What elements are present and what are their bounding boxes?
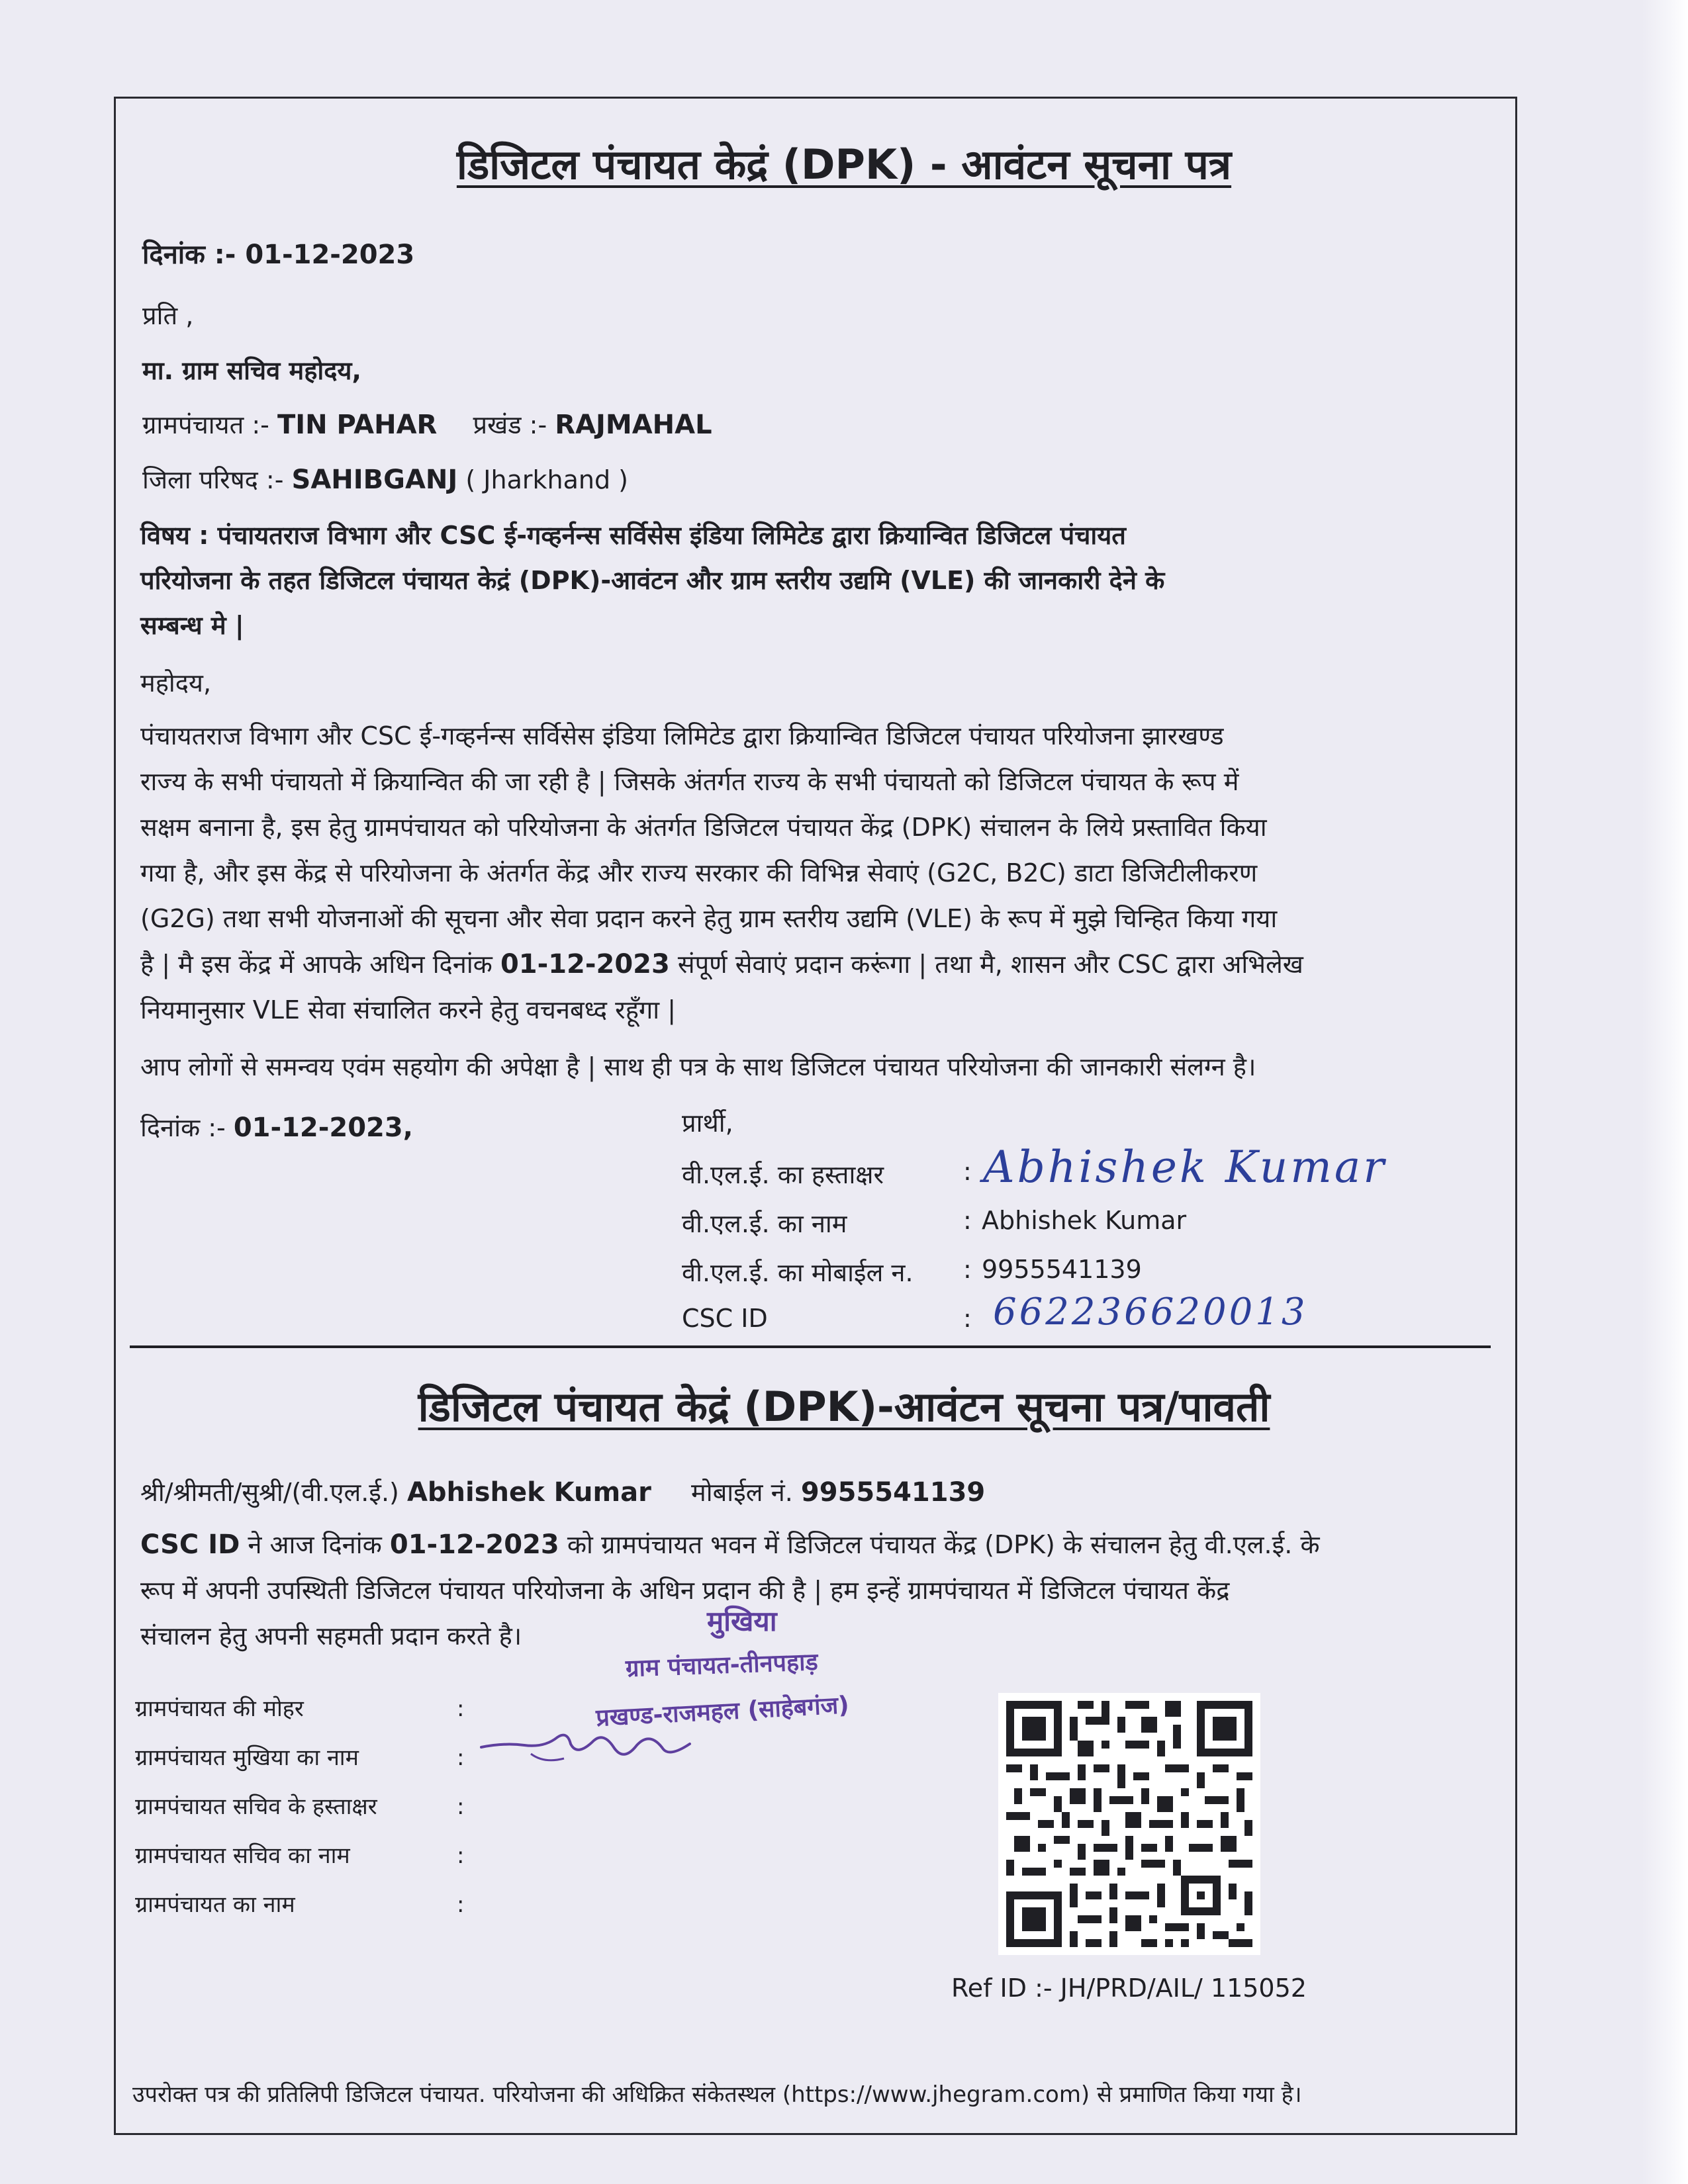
- subject-line: परियोजना के तहत डिजिटल पंचायत केद्रं (DPK)-आवंटन और ग्राम स्तरीय उद्यमि (VLE) की जानकारी देने के: [140, 566, 1165, 595]
- subject-line: विषय : पंचायतराज विभाग और CSC ई-गव्हर्नन्स सर्विसेस इंडिया लिमिटेड द्वारा क्रियान्वित डिजिटल पंचायत: [140, 521, 1126, 550]
- vle-mobile-label: वी.एल.ई. का मोबाईल न.: [682, 1258, 914, 1287]
- state-value: ( Jharkhand ): [465, 465, 628, 494]
- csc-id-text: CSC ID: [140, 1529, 240, 1560]
- stamp-block: प्रखण्ड-राजमहल (साहेबगंज): [595, 1692, 850, 1732]
- gp-block-line: [142, 407, 712, 441]
- colon: :: [457, 1891, 465, 1918]
- vle-mobile-value: 9955541139: [982, 1255, 1142, 1284]
- colon: :: [457, 1696, 465, 1722]
- receipt-title: डिजिटल पंचायत केद्रं (DPK)-आवंटन सूचना पत्र/पावती: [418, 1383, 1270, 1431]
- ref-id: Ref ID :- JH/PRD/AIL/ 115052: [951, 1974, 1307, 2003]
- mobile-value: 9955541139: [800, 1477, 986, 1508]
- date2-label: दिनांक :-: [140, 1113, 226, 1142]
- receipt-line: रूप में अपनी उपस्थिती डिजिटल पंचायत परियोजना के अधिन प्रदान की है | हम इन्हें ग्रामपंचायत में डिजिटल पंचायत केंद्र: [140, 1576, 1230, 1605]
- stamp-designation: मुखिया: [707, 1605, 777, 1637]
- gp-name-label: ग्रामपंचायत का नाम: [135, 1891, 295, 1918]
- mukhiya-signature-scribble: [478, 1717, 696, 1777]
- salutation: महोदय,: [140, 668, 212, 698]
- colon: :: [963, 1157, 972, 1186]
- vle-name: Abhishek Kumar: [406, 1477, 651, 1508]
- vle-name-value: Abhishek Kumar: [982, 1206, 1187, 1235]
- colon: :: [963, 1206, 972, 1235]
- letter-date: [142, 235, 414, 271]
- district-label: जिला परिषद :-: [142, 465, 284, 494]
- colon: :: [963, 1255, 972, 1284]
- colon: :: [457, 1794, 465, 1820]
- gp-secretary-name-label: ग्रामपंचायत सचिव का नाम: [135, 1843, 350, 1869]
- prarthi: प्रार्थी,: [682, 1109, 733, 1138]
- receipt-date: 01-12-2023: [389, 1529, 559, 1560]
- receipt-line: [140, 1522, 1477, 1568]
- body-line: गया है, और इस केंद्र से परियोजना के अंतर्गत केंद्र और राज्य सरकार की विभिन्न सेवाएं (G2C, B2C) डाटा डिजिटीलीकरण: [140, 858, 1258, 887]
- scan-edge: [1642, 0, 1688, 2184]
- csc-id-handwritten: 662236620013: [993, 1291, 1308, 1334]
- footer-note: उपरोक्त पत्र की प्रतिलिपी डिजिटल पंचायत. परियोजना की अधिक्रित संकेतस्थल (https://www.jhegram.com) से प्रमाणित किया गया है।: [132, 2081, 1302, 2108]
- section-divider: [130, 1345, 1491, 1348]
- district-value: SAHIBGANJ: [291, 465, 458, 495]
- gp-label: ग्रामपंचायत :-: [142, 410, 269, 439]
- colon: :: [457, 1843, 465, 1869]
- receipt-name-line: [140, 1475, 985, 1509]
- receipt-line: संचालन हेतु अपनी सहमती प्रदान करते है।: [140, 1621, 522, 1651]
- body-date: 01-12-2023: [500, 949, 670, 979]
- body-line: सक्षम बनाना है, इस हेतु ग्रामपंचायत को परियोजना के अंतर्गत डिजिटल पंचायत केंद्र (DPK) संचालन के लिये प्रस्तावित किया: [140, 813, 1267, 842]
- closing-line: आप लोगों से समन्वय एवंम सहयोग की अपेक्षा है | साथ ही पत्र के साथ डिजिटल पंचायत परियोजना की जानकारी संलग्न है।: [140, 1052, 1256, 1081]
- receipt-text: को ग्रामपंचायत भवन में डिजिटल पंचायत केंद्र (DPK) के संचालन हेतु वी.एल.ई. के: [567, 1530, 1320, 1559]
- date2-value: 01-12-2023,: [233, 1113, 413, 1143]
- receipt-paragraph: [140, 1522, 1477, 1659]
- body-text: संपूर्ण सेवाएं प्रदान करूंगा | तथा मै, शासन और CSC द्वारा अभिलेख: [677, 950, 1303, 979]
- vle-name-label: वी.एल.ई. का नाम: [682, 1209, 847, 1238]
- body-line: पंचायतराज विभाग और CSC ई-गव्हर्नन्स सर्विसेस इंडिया लिमिटेड द्वारा क्रियान्वित डिजिटल पंचायत परियोजना झारखण्ड: [140, 721, 1224, 751]
- prati-text: प्रति ,: [142, 301, 194, 330]
- district-line: [142, 462, 628, 496]
- gp-field-colons: [457, 1684, 464, 1929]
- addressee: मा. ग्राम सचिव महोदय,: [142, 356, 361, 385]
- gp-mukhiya-name-label: ग्रामपंचायत मुखिया का नाम: [135, 1745, 359, 1771]
- qr-code: [998, 1693, 1260, 1955]
- date-label: दिनांक :-: [142, 240, 236, 270]
- gp-field-list: [135, 1684, 377, 1929]
- stamp-panchayat: ग्राम पंचायत-तीनपहाड़: [625, 1648, 819, 1683]
- body-line: (G2G) तथा सभी योजनाओं की सूचना और सेवा प्रदान करने हेतु ग्राम स्तरीय उद्यमि (VLE) के रूप में मुझे चिन्हित किया गया: [140, 904, 1278, 933]
- vle-handwritten-signature: Abhishek Kumar: [983, 1142, 1387, 1193]
- body-line: [140, 942, 1477, 987]
- body-line: नियमानुसार VLE सेवा संचालित करने हेतु वचनबध्द रहूँगा |: [140, 995, 677, 1024]
- block-label: प्रखंड :-: [473, 410, 547, 439]
- letter-title: डिजिटल पंचायत केद्रं (DPK) - आवंटन सूचना पत्र: [456, 140, 1232, 189]
- vle-signature-label: वी.एल.ई. का हस्ताक्षर: [682, 1160, 884, 1189]
- gp-seal-label: ग्रामपंचायत की मोहर: [135, 1696, 304, 1722]
- csc-id-label: CSC ID: [682, 1304, 768, 1333]
- subject-block: [140, 513, 1477, 648]
- date2-line: [140, 1110, 413, 1144]
- name-prefix: श्री/श्रीमती/सुश्री/(वी.एल.ई.): [140, 1478, 399, 1507]
- gp-value: TIN PAHAR: [277, 410, 438, 440]
- letter-body: [140, 713, 1477, 1033]
- receipt-text: ने आज दिनांक: [248, 1530, 382, 1559]
- block-value: RAJMAHAL: [555, 410, 712, 440]
- body-line: राज्य के सभी पंचायतो में क्रियान्वित की जा रही है | जिसके अंतर्गत राज्य के सभी पंचायतो को डिजिटल पंचायत के रूप में: [140, 767, 1239, 796]
- gp-secretary-signature-label: ग्रामपंचायत सचिव के हस्ताक्षर: [135, 1794, 377, 1820]
- colon: :: [457, 1745, 465, 1771]
- subject-line: सम्बन्ध मे |: [140, 611, 244, 640]
- date-value: 01-12-2023: [245, 240, 415, 270]
- body-text: है | मै इस केंद्र में आपके अधिन दिनांक: [140, 950, 492, 979]
- colon: :: [963, 1304, 972, 1333]
- mobile-label: मोबाईल नं.: [691, 1478, 793, 1507]
